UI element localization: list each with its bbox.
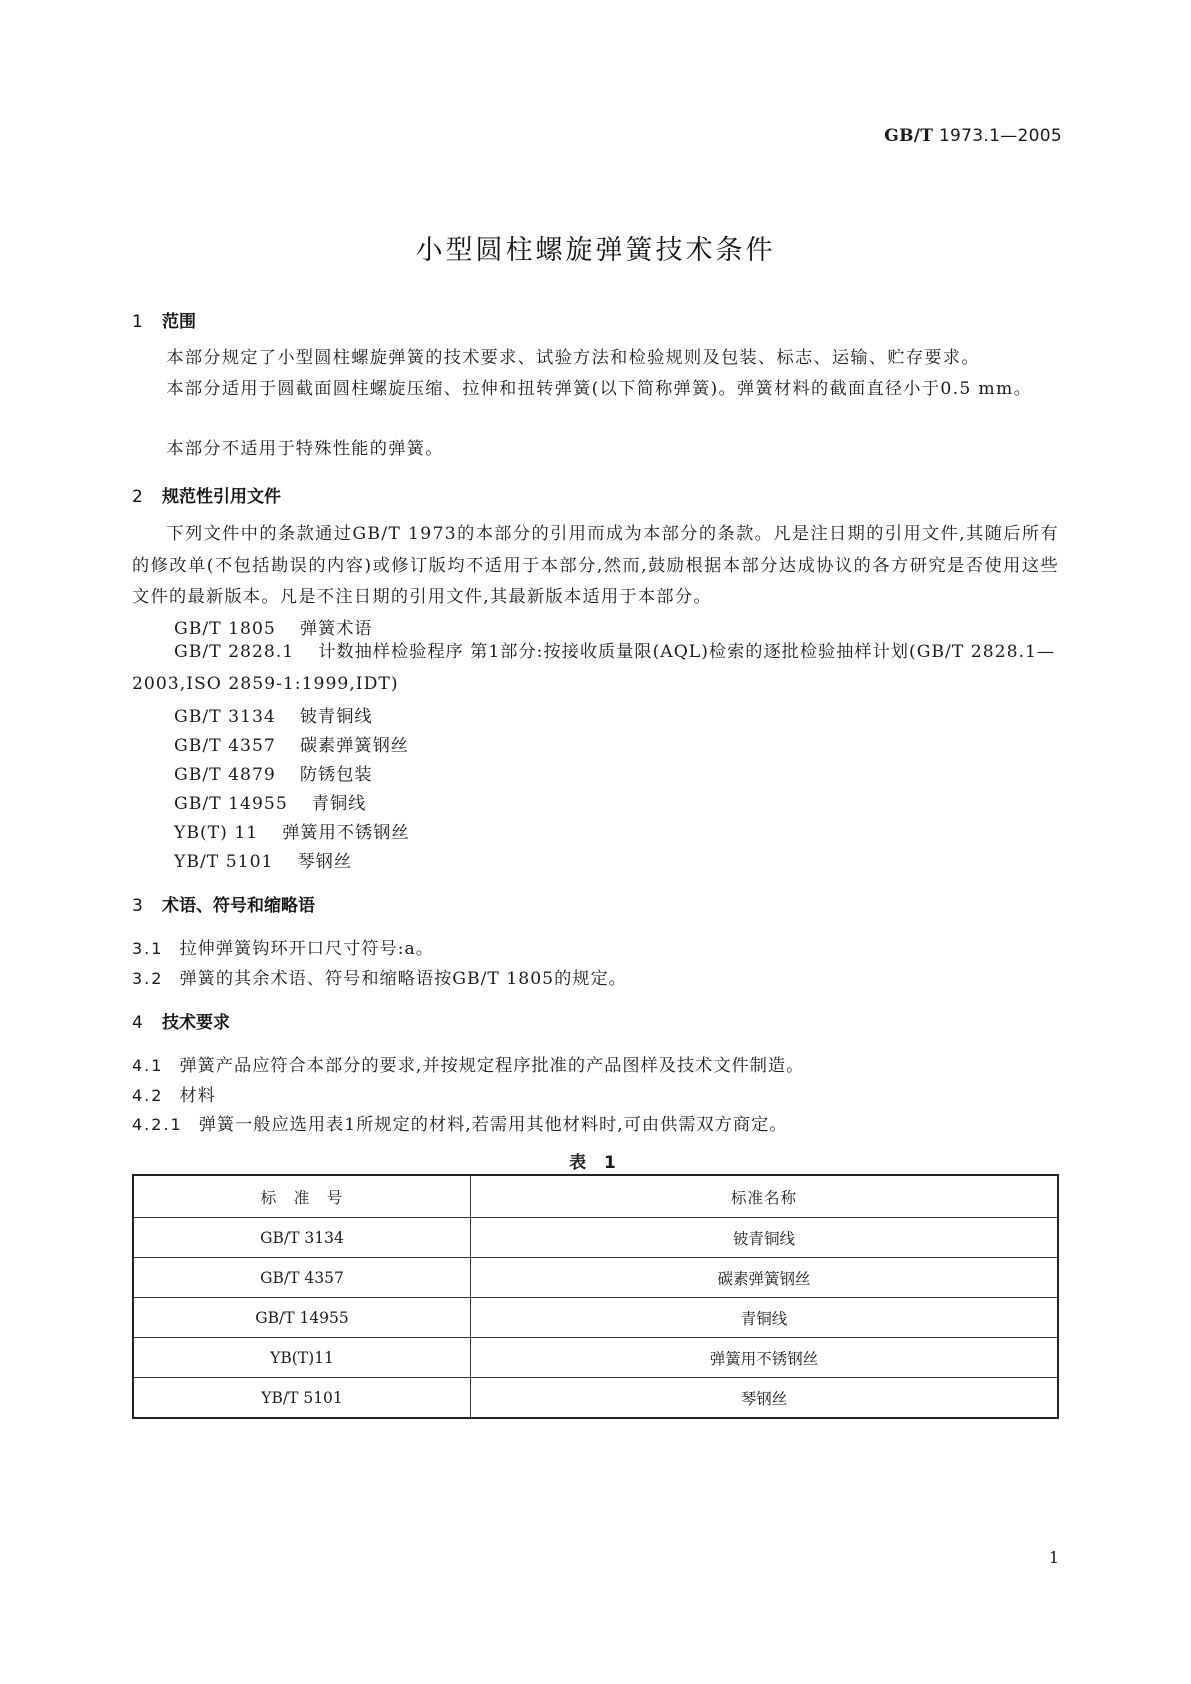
clause-3-1: [132, 934, 434, 959]
reference-code: GB/T 4357: [174, 736, 276, 756]
clause-number: 3.2: [132, 969, 164, 988]
reference-code: YB/T 5101: [174, 852, 274, 872]
table-row: [133, 1258, 1058, 1298]
scope-paragraph-2: 本部分适用于圆截面圆柱螺旋压缩、拉伸和扭转弹簧(以下简称弹簧)。弹簧材料的截面直径小于0.5 mm。: [166, 379, 1033, 399]
materials-table: [132, 1174, 1059, 1419]
page-number: 1: [1048, 1548, 1059, 1567]
clause-number: 4.2: [132, 1086, 164, 1105]
reference-item: [174, 818, 410, 843]
reference-code: GB/T 4879: [174, 765, 276, 785]
reference-item: [174, 702, 373, 727]
standard-code: [884, 126, 1062, 146]
clause-3-2: [132, 964, 627, 989]
clause-4-2-1: [132, 1110, 787, 1135]
clause-text: 弹簧产品应符合本部分的要求,并按规定程序批准的产品图样及技术文件制造。: [179, 1056, 805, 1076]
section-number: 3: [132, 896, 143, 916]
column-header: 标准名称: [471, 1175, 1059, 1218]
section-title: 技术要求: [162, 1013, 230, 1033]
standard-code-cell: YB/T 5101: [133, 1378, 471, 1419]
clause-text: 弹簧的其余术语、符号和缩略语按GB/T 1805的规定。: [179, 969, 627, 989]
section-number: 1: [132, 312, 143, 332]
section-1-heading: [132, 307, 196, 332]
clause-text: 材料: [179, 1086, 216, 1106]
scope-paragraph-3: 本部分不适用于特殊性能的弹簧。: [166, 439, 444, 459]
table-caption: 表 1: [569, 1153, 622, 1173]
standard-number: 1973.1—2005: [938, 126, 1062, 146]
table-header-row: [133, 1175, 1058, 1218]
reference-code: GB/T 2828.1: [174, 642, 295, 662]
reference-name: 碳素弹簧钢丝: [299, 736, 409, 756]
reference-code: GB/T 14955: [174, 794, 288, 814]
table-row: [133, 1218, 1058, 1258]
table-row: [133, 1298, 1058, 1338]
clause-number: 3.1: [132, 939, 164, 958]
reference-code: YB(T) 11: [174, 823, 259, 843]
clause-4-1: [132, 1051, 804, 1076]
clause-text: 弹簧一般应选用表1所规定的材料,若需用其他材料时,可由供需双方商定。: [198, 1115, 788, 1135]
standard-code-cell: GB/T 3134: [133, 1218, 471, 1258]
section-4-heading: [132, 1008, 230, 1033]
reference-name: 弹簧用不锈钢丝: [282, 823, 410, 843]
section-number: 4: [132, 1013, 143, 1033]
reference-item: [174, 847, 352, 872]
reference-item: [174, 789, 366, 814]
reference-name: 弹簧术语: [299, 619, 373, 639]
clause-number: 4.1: [132, 1056, 164, 1075]
standard-prefix: GB/T: [884, 126, 934, 146]
section-3-heading: [132, 891, 315, 916]
section-title: 规范性引用文件: [162, 487, 281, 507]
standard-code-cell: GB/T 14955: [133, 1298, 471, 1338]
standard-name-cell: 碳素弹簧钢丝: [471, 1258, 1059, 1298]
reference-name: 青铜线: [311, 794, 367, 814]
standard-name-cell: 青铜线: [471, 1298, 1059, 1338]
reference-name: 防锈包装: [299, 765, 373, 785]
clause-text: 拉伸弹簧钩环开口尺寸符号:a。: [179, 939, 434, 959]
section-title: 范围: [162, 312, 196, 332]
reference-item: [174, 760, 373, 785]
table-row: [133, 1378, 1058, 1419]
clause-4-2: [132, 1081, 216, 1106]
section-number: 2: [132, 487, 143, 507]
column-header: 标 准 号: [133, 1175, 471, 1218]
reference-item: [174, 614, 373, 639]
references-intro: 下列文件中的条款通过GB/T 1973的本部分的引用而成为本部分的条款。凡是注日期的引用文件,其随后所有的修改单(不包括勘误的内容)或修订版均不适用于本部分,然而,鼓励根据本部分达成协议的各方研究是否使用这些文件的最新版本。凡是不注日期的引用文件,其最新版本适用于本部分。: [132, 524, 1059, 607]
document-title: 小型圆柱螺旋弹簧技术条件: [415, 235, 776, 266]
section-title: 术语、符号和缩略语: [162, 896, 315, 916]
clause-number: 4.2.1: [132, 1115, 183, 1134]
reference-name: 琴钢丝: [297, 852, 353, 872]
standard-code-cell: YB(T)11: [133, 1338, 471, 1378]
reference-code: GB/T 1805: [174, 619, 276, 639]
reference-item: [132, 637, 1059, 700]
reference-name: 计数抽样检验程序 第1部分:按接收质量限(AQL)检索的逐批检验抽样计划(GB/T 2828.1—2003,ISO 2859-1:1999,IDT): [132, 642, 1056, 694]
standard-name-cell: 琴钢丝: [471, 1378, 1059, 1419]
standard-name-cell: 弹簧用不锈钢丝: [471, 1338, 1059, 1378]
reference-name: 铍青铜线: [299, 707, 373, 727]
standard-code-cell: GB/T 4357: [133, 1258, 471, 1298]
reference-item: [174, 731, 409, 756]
section-2-heading: [132, 482, 281, 507]
table-row: [133, 1338, 1058, 1378]
scope-paragraph-1: 本部分规定了小型圆柱螺旋弹簧的技术要求、试验方法和检验规则及包装、标志、运输、贮存要求。: [166, 348, 980, 368]
standard-name-cell: 铍青铜线: [471, 1218, 1059, 1258]
reference-code: GB/T 3134: [174, 707, 276, 727]
